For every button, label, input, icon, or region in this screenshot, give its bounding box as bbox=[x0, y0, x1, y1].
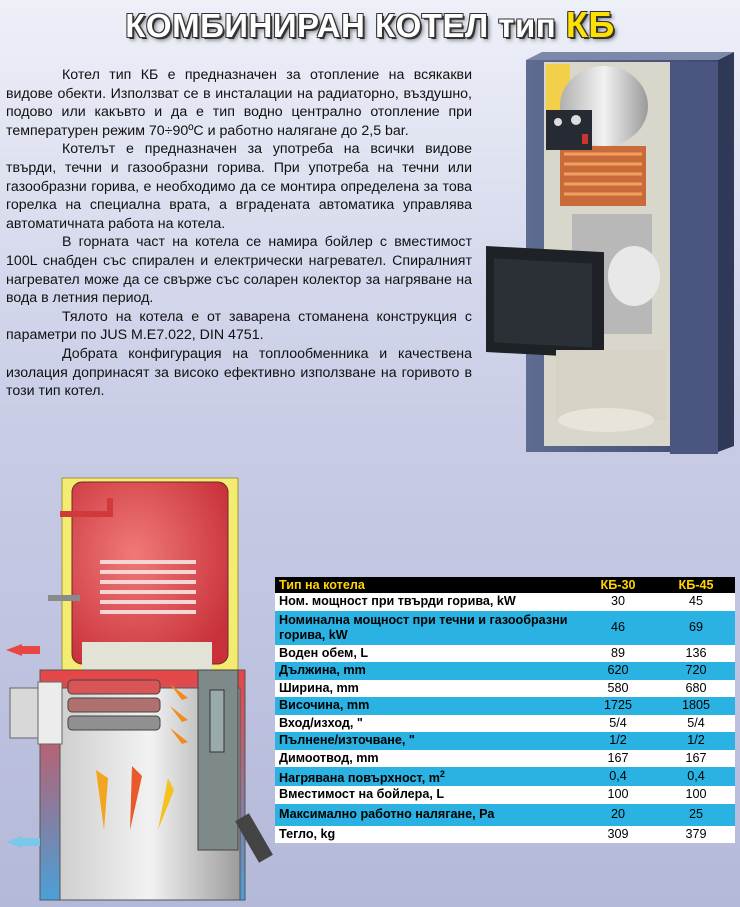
cutaway-diagram bbox=[0, 474, 280, 907]
table-row bbox=[275, 645, 735, 663]
row-label: Ном. мощност при твърди горива, kW bbox=[275, 593, 579, 611]
row-value: 45 bbox=[657, 593, 735, 611]
row-value: 1/2 bbox=[579, 732, 657, 750]
row-value: 5/4 bbox=[579, 715, 657, 733]
row-label: Пълнене/източване, " bbox=[275, 732, 579, 750]
row-value: 136 bbox=[657, 645, 735, 663]
boiler-photo bbox=[486, 50, 734, 460]
header-col-kb30: КБ-30 bbox=[579, 577, 657, 593]
row-label: Височина, mm bbox=[275, 697, 579, 715]
table-row bbox=[275, 732, 735, 750]
row-label-text: Нагрявана повърхност, m bbox=[279, 771, 440, 786]
row-value: 100 bbox=[579, 786, 657, 804]
description-paragraph: В горната част на котела се намира бойлер с вместимост 100L снабден със спирален и електрически нагревател. Спиралният нагревател може да се свърже със соларен колектор за нагряване на вода в летния период. bbox=[6, 234, 472, 307]
table-row bbox=[275, 750, 735, 768]
row-value: 1725 bbox=[579, 697, 657, 715]
row-value: 680 bbox=[657, 680, 735, 698]
row-value: 309 bbox=[579, 826, 657, 844]
row-label: Тегло, kg bbox=[275, 826, 579, 844]
row-value: 69 bbox=[657, 611, 735, 645]
row-value: 25 bbox=[657, 804, 735, 826]
row-value: 20 bbox=[579, 804, 657, 826]
row-value: 379 bbox=[657, 826, 735, 844]
row-label: Вход/изход, " bbox=[275, 715, 579, 733]
row-label: Максимално работно налягане, Ра bbox=[275, 804, 579, 826]
row-value: 580 bbox=[579, 680, 657, 698]
row-value: 720 bbox=[657, 662, 735, 680]
table-row bbox=[275, 715, 735, 733]
table-row bbox=[275, 826, 735, 844]
description-paragraph: Добрата конфигурация на топлообменника и качествена изолация допринасят за високо ефективно използване на горивото в този тип котел. bbox=[6, 345, 472, 400]
row-value: 1805 bbox=[657, 697, 735, 715]
description-paragraph: Котелът е предназначен за употреба на всички видове твърди, течни и газообразни горива. При употреба на течни или газообразни горива, е необходимо да се монтира определена за това горелка на специална врата, а вградената автоматика управлява автоматичната работа на котела. bbox=[6, 141, 472, 232]
row-value: 100 bbox=[657, 786, 735, 804]
row-value: 0,4 bbox=[579, 767, 657, 786]
title-main: КОМБИНИРАН КОТЕЛ тип bbox=[125, 7, 557, 44]
superscript: 2 bbox=[439, 769, 445, 779]
row-label: Воден обем, L bbox=[275, 645, 579, 663]
title-accent: КБ bbox=[565, 4, 615, 45]
row-label: Вместимост на бойлера, L bbox=[275, 786, 579, 804]
table-row bbox=[275, 680, 735, 698]
row-label: Ширина, mm bbox=[275, 680, 579, 698]
spec-table-header bbox=[275, 577, 735, 593]
table-row bbox=[275, 697, 735, 715]
table-row bbox=[275, 786, 735, 804]
row-value: 167 bbox=[579, 750, 657, 768]
row-value: 46 bbox=[579, 611, 657, 645]
description-paragraph: Тялото на котела е от заварена стоманена конструкция с параметри по JUS M.E7.022, DIN 4751. bbox=[6, 308, 472, 344]
header-label: Тип на котела bbox=[275, 577, 579, 593]
row-value: 5/4 bbox=[657, 715, 735, 733]
row-value: 30 bbox=[579, 593, 657, 611]
table-row bbox=[275, 593, 735, 611]
table-row bbox=[275, 767, 735, 786]
row-label: Номинална мощност при течни и газообразни горива, kW bbox=[275, 611, 579, 645]
row-value: 1/2 bbox=[657, 732, 735, 750]
row-label: Димоотвод, mm bbox=[275, 750, 579, 768]
table-row bbox=[275, 662, 735, 680]
row-value: 167 bbox=[657, 750, 735, 768]
description bbox=[6, 66, 472, 401]
row-label bbox=[275, 767, 579, 786]
description-paragraph: Котел тип КБ е предназначен за отопление на всякакви видове обекти. Използват се в инсталации на радиаторно, въздушно, подово или какъвто и да е тип водно централно отопление при температурен режим 70÷90ºC и работно налягане до 2,5 bar. bbox=[6, 67, 472, 139]
row-label: Дължина, mm bbox=[275, 662, 579, 680]
row-value: 89 bbox=[579, 645, 657, 663]
row-value: 620 bbox=[579, 662, 657, 680]
row-value: 0,4 bbox=[657, 767, 735, 786]
spec-table bbox=[275, 577, 735, 843]
page-title bbox=[0, 4, 740, 46]
table-row bbox=[275, 804, 735, 826]
table-row bbox=[275, 611, 735, 645]
header-col-kb45: КБ-45 bbox=[657, 577, 735, 593]
